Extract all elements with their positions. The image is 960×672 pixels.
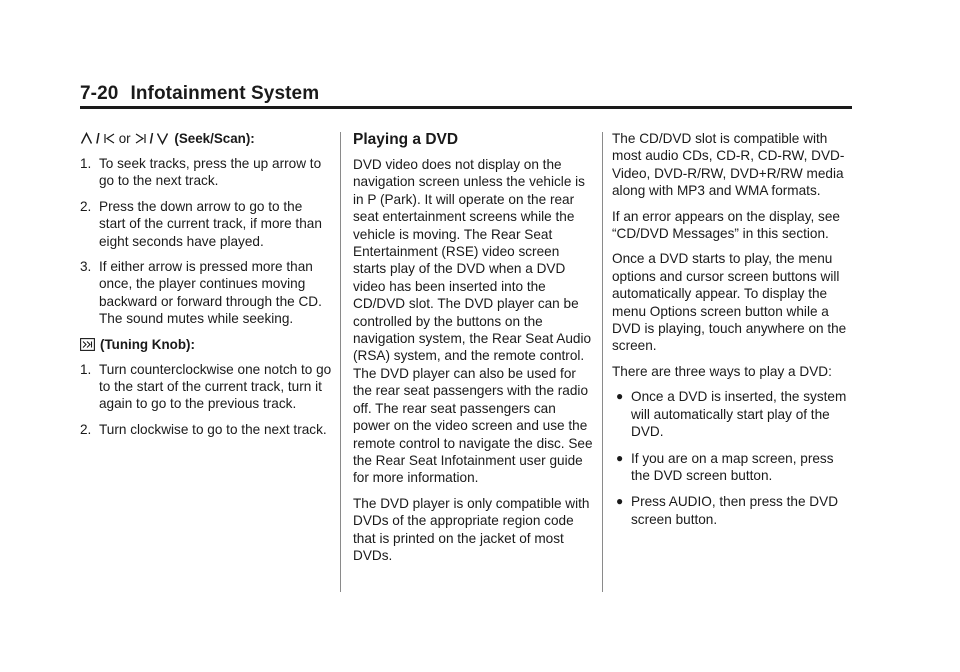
list-item (80, 361, 332, 413)
column-left (80, 130, 332, 446)
column-middle (353, 130, 593, 572)
step-number: 2. (80, 421, 92, 437)
column-divider-2 (602, 132, 603, 592)
heading-or: or (118, 131, 131, 146)
seek-scan-heading (80, 130, 332, 147)
page-number: 7-20 (80, 83, 119, 104)
list-item (612, 388, 852, 440)
header-rule (80, 106, 852, 109)
list-item (612, 493, 852, 528)
column-right (612, 130, 852, 537)
list-item (80, 421, 332, 438)
section-name: Infotainment System (130, 83, 320, 104)
step-text: Turn counterclockwise one notch to go to the start of the current track, turn it again to go to the previous track. (99, 361, 332, 412)
bullet-text: Press AUDIO, then press the DVD screen button. (631, 494, 839, 527)
column-divider-1 (340, 132, 341, 592)
bullet-icon: ● (616, 389, 624, 404)
paragraph: Once a DVD starts to play, the menu options and cursor screen buttons will automatically appear. To display the menu Options screen button while a DVD is playing, touch anywhere on the screen. (612, 251, 847, 354)
bullet-icon: ● (616, 450, 624, 465)
paragraph: The DVD player is only compatible with DVDs of the appropriate region code that is printed on the jacket of most DVDs. (353, 495, 590, 563)
paragraph: If an error appears on the display, see “CD/DVD Messages” in this section. (612, 208, 840, 242)
step-number: 1. (80, 156, 92, 171)
list-item (80, 198, 332, 250)
tuning-knob-heading (80, 336, 332, 353)
section-title: Playing a DVD (353, 131, 459, 148)
page-header (80, 82, 852, 106)
step-number: 3. (80, 259, 92, 275)
seek-steps-list (80, 155, 332, 328)
bullet-text: Once a DVD is inserted, the system will automatically start play of the DVD. (631, 389, 847, 440)
header-title (80, 82, 852, 106)
step-text: Press the down arrow to go to the start of the current track, if more than eight seconds have played. (99, 198, 322, 249)
paragraph: The CD/DVD slot is compatible with most audio CDs, CD-R, CD-RW, DVD-Video, DVD-R/RW, DVD+R/RW media along with MP3 and WMA formats. (612, 131, 845, 199)
bullet-text: If you are on a map screen, press the DVD screen button. (631, 450, 834, 483)
paragraph: DVD video does not display on the navigation screen unless the vehicle is in P (Park). It will operate on the rear seat entertainment screens while the vehicle is moving. The Rear Seat Entertainment (RSE) video screen starts play of the DVD when a DVD video has been inserted into the CD/DVD slot. The DVD player can be controlled by the buttons on the navigation system, the Rear Seat Audio (RSA) system, and the remote control. The DVD player can also be used for the rear seat passengers with the radio off. The rear seat passengers can power on the video screen and use the remote control to navigate the disc. See the Rear Seat Infotainment user guide for more information. (353, 157, 593, 486)
tune-steps-list (80, 361, 332, 439)
list-item (612, 450, 852, 485)
step-text: If either arrow is pressed more than once, the player continues moving backward or forward through the CD. The sound mutes while seeking. (99, 259, 322, 327)
tune-knob-icon (80, 338, 95, 351)
seek-up-arrow-icon (80, 132, 93, 145)
skip-forward-icon (134, 132, 147, 145)
tuning-knob-label: (Tuning Knob): (100, 336, 195, 352)
skip-back-icon (103, 132, 116, 145)
step-number: 2. (80, 198, 92, 214)
step-number: 1. (80, 361, 92, 377)
bullet-icon: ● (616, 494, 624, 509)
list-item (80, 155, 332, 190)
paragraph: There are three ways to play a DVD: (612, 363, 832, 379)
list-item (80, 258, 332, 328)
seek-scan-label: (Seek/Scan): (174, 131, 255, 146)
step-text: Turn clockwise to go to the next track. (99, 421, 327, 437)
heading-slash: / (149, 131, 154, 146)
play-methods-list (612, 388, 852, 528)
heading-slash: / (96, 131, 100, 146)
step-text: To seek tracks, press the up arrow to go to the next track. (99, 156, 322, 189)
seek-down-arrow-icon (156, 132, 169, 145)
